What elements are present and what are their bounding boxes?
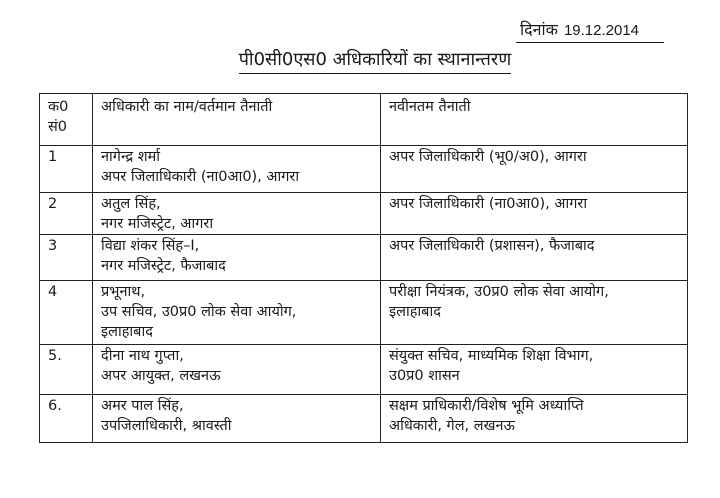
new-posting-cell — [381, 146, 688, 193]
new-posting-line: उ0प्र0 शासन — [389, 368, 460, 384]
officer-current-posting: अपर जिलाधिकारी (ना0आ0), आगरा — [101, 169, 300, 185]
new-posting-cell — [381, 345, 688, 395]
officer-name: प्रभूनाथ, — [101, 284, 146, 300]
date-value: 19.12.2014 — [563, 22, 640, 39]
new-posting-line: इलाहाबाद — [389, 304, 441, 320]
table-row — [40, 235, 688, 281]
officer-current-posting: अपर आयुक्त, लखनऊ — [101, 368, 221, 384]
title-text: पी0सी0एस0 अधिकारियों का स्थानान्तरण — [239, 47, 512, 74]
officer-name: नागेन्द्र शर्मा — [101, 149, 161, 165]
officer-cell — [93, 235, 381, 281]
table-row — [40, 345, 688, 395]
officer-cell — [93, 345, 381, 395]
table-row — [40, 281, 688, 345]
date-underline — [516, 42, 664, 43]
officer-cell — [93, 193, 381, 235]
officer-current-posting-city: इलाहाबाद — [101, 324, 153, 340]
header-serial-line1: क0 — [48, 99, 69, 115]
header-new-posting: नवीनतम तैनाती — [381, 94, 688, 146]
serial-cell: 1 — [40, 146, 93, 193]
new-posting-cell — [381, 281, 688, 345]
table-row — [40, 146, 688, 193]
date-label: दिनांक — [520, 20, 558, 39]
officer-name: दीना नाथ गुप्ता, — [101, 348, 184, 364]
officer-cell — [93, 281, 381, 345]
new-posting-cell — [381, 235, 688, 281]
new-posting-line: संयुक्त सचिव, माध्यमिक शिक्षा विभाग, — [389, 348, 594, 364]
new-posting-line: अधिकारी, गेल, लखनऊ — [389, 418, 515, 434]
officer-current-posting: नगर मजिस्ट्रेट, आगरा — [101, 216, 214, 232]
transfer-table — [39, 93, 688, 443]
serial-cell: 5. — [40, 345, 93, 395]
officer-cell — [93, 146, 381, 193]
new-posting-line: सक्षम प्राधिकारी/विशेष भूमि अध्याप्ति — [389, 398, 584, 414]
new-posting-line: परीक्षा नियंत्रक, उ0प्र0 लोक सेवा आयोग, — [389, 284, 609, 300]
header-officer: अधिकारी का नाम/वर्तमान तैनाती — [93, 94, 381, 146]
table-row — [40, 395, 688, 443]
officer-name: अतुल सिंह, — [101, 196, 161, 212]
new-posting-line: अपर जिलाधिकारी (भू0/अ0), आगरा — [389, 149, 587, 165]
new-posting-cell — [381, 395, 688, 443]
date-line — [520, 18, 639, 40]
document-title — [0, 47, 720, 74]
table-header-row — [40, 94, 688, 146]
new-posting-cell — [381, 193, 688, 235]
officer-current-posting: नगर मजिस्ट्रेट, फैजाबाद — [101, 258, 226, 274]
officer-name: विद्या शंकर सिंह–I, — [101, 238, 200, 254]
officer-current-posting: उप सचिव, उ0प्र0 लोक सेवा आयोग, — [101, 304, 297, 320]
new-posting-line: अपर जिलाधिकारी (प्रशासन), फैजाबाद — [389, 238, 595, 254]
officer-cell — [93, 395, 381, 443]
serial-cell: 2 — [40, 193, 93, 235]
new-posting-line: अपर जिलाधिकारी (ना0आ0), आगरा — [389, 196, 588, 212]
table-row — [40, 193, 688, 235]
officer-current-posting: उपजिलाधिकारी, श्रावस्ती — [101, 418, 232, 434]
serial-cell: 3 — [40, 235, 93, 281]
serial-cell: 6. — [40, 395, 93, 443]
header-serial-line2: सं0 — [48, 119, 68, 135]
serial-cell: 4 — [40, 281, 93, 345]
officer-name: अमर पाल सिंह, — [101, 398, 184, 414]
header-serial — [40, 94, 93, 146]
